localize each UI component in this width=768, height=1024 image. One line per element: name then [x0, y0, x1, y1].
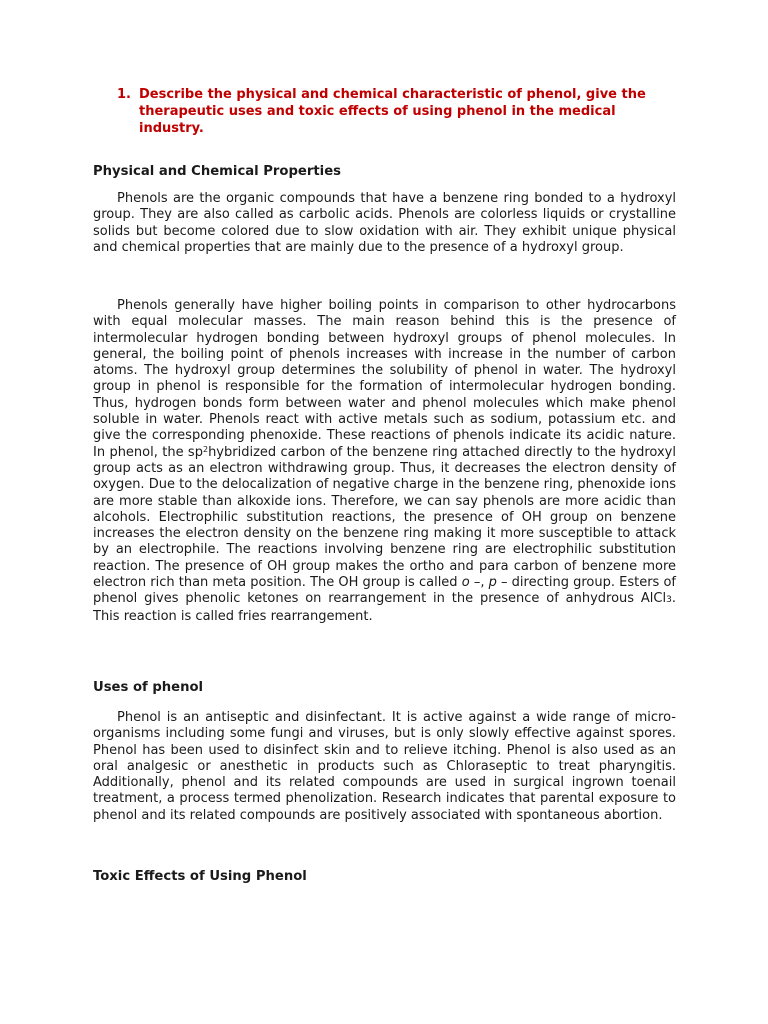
paragraph-phenol-properties [93, 298, 676, 625]
question-item [117, 86, 677, 137]
paragraph-phenol-intro: Phenols are the organic compounds that have a benzene ring bonded to a hydroxyl group. They are also called as carbolic acids. Phenols are colorless liquids or crystalline solids but become colored due to slow oxidation with air. They exhibit unique physical and chemical properties that are mainly due to the presence of a hydroxyl group. [93, 191, 676, 255]
section-heading-properties: Physical and Chemical Properties [93, 164, 341, 179]
section-heading-toxic-effects: Toxic Effects of Using Phenol [93, 869, 307, 884]
section-heading-uses: Uses of phenol [93, 680, 204, 695]
paragraph-text: hybridized carbon of the benzene ring attached directly to the hydroxyl group acts as an electron withdrawing group. Thus, it decreases the electron density of oxygen. Due to the delocalization of negative charge in the benzene ring, phenoxide ions are more stable than alkoxide ions. Therefore, we can say phenols are more acidic than alcohols. Electrophilic substitution reactions, the presence of OH group on benzene increases the electron density on the benzene ring making it more susceptible to attack by an electrophile. The reactions involving benzene ring are electrophilic substitution reaction. The presence of OH group makes the ortho and para carbon of benzene more electron rich than meta position. The OH group is called [93, 444, 676, 591]
paragraph-text: Phenols generally have higher boiling points in comparison to other hydrocarbons with equal molecular masses. The main reason behind this is the presence of intermolecular hydrogen bonding between hydroxyl groups of phenol molecules. In general, the boiling point of phenols increases with increase in the number of carbon atoms. The hydroxyl group determines the solubility of phenol in water. The hydroxyl group in phenol is responsible for the formation of intermolecular hydrogen bonding. Thus, hydrogen bonds form between water and phenol molecules which make phenol soluble in water. Phenols react with active metals such as sodium, potassium etc. and give the corresponding phenoxide. These reactions of phenols indicate its acidic nature. In phenol, the sp [93, 298, 676, 460]
paragraph-text: – directing group. Esters of phenol gives phenolic ketones on rearrangement in the presence of anhydrous AlCl [93, 575, 677, 607]
paragraph-text: . This reaction is called fries rearrangement. [93, 591, 676, 624]
italic-para: p [488, 575, 497, 591]
question-text: Describe the physical and chemical characteristic of phenol, give the therapeutic uses and toxic effects of using phenol in the medical industry. [139, 87, 646, 136]
italic-ortho: o [461, 575, 470, 591]
paragraph-phenol-uses: Phenol is an antiseptic and disinfectant. It is active against a wide range of micro-organisms including some fungi and viruses, but is only slowly effective against spores. Phenol has been used to disinfect skin and to relieve itching. Phenol is also used as an oral analgesic or anesthetic in products such as Chloraseptic to treat pharyngitis. Additionally, phenol and its related compounds are used in surgical ingrown toenail treatment, a process termed phenolization. Research indicates that parental exposure to phenol and its related compounds are positively associated with spontaneous abortion. [93, 710, 676, 823]
paragraph-text: –, [469, 575, 489, 591]
question-number: 1. [117, 87, 131, 102]
subscript: 3 [666, 595, 672, 606]
superscript: 2 [202, 444, 209, 454]
